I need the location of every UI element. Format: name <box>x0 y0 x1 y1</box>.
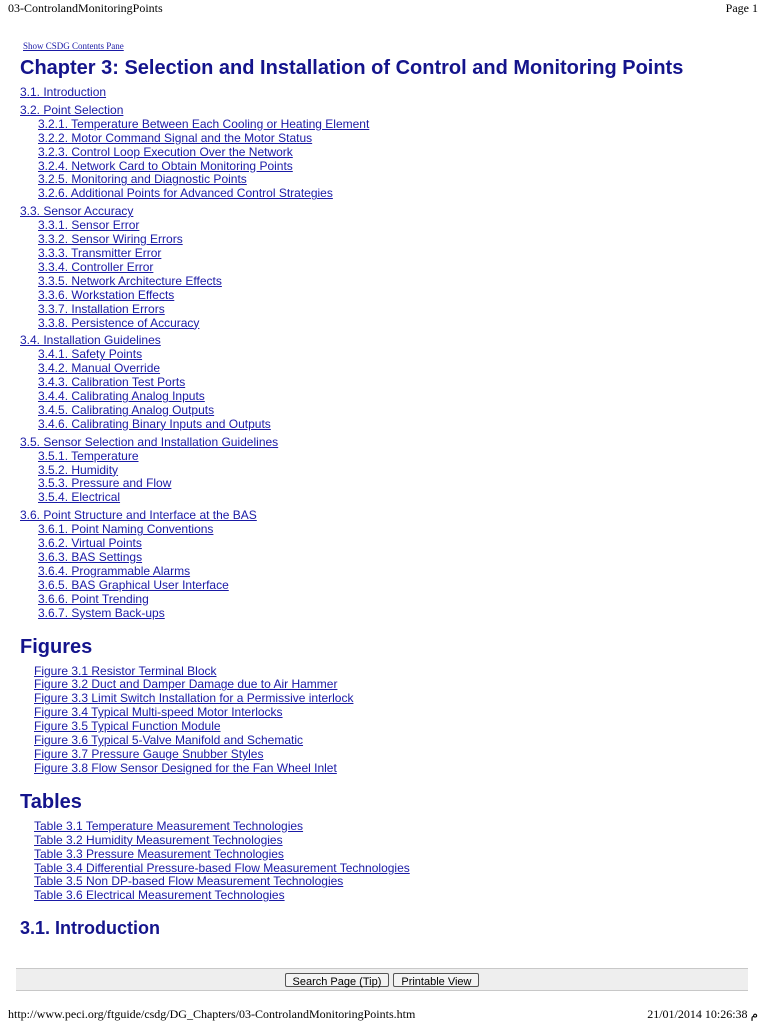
toc-subsection-link[interactable]: 3.6.4. Programmable Alarms <box>38 563 191 578</box>
figure-link[interactable]: Figure 3.6 Typical 5-Valve Manifold and Schematic <box>34 733 304 748</box>
page-content <box>20 36 748 939</box>
bottom-toolbar <box>16 968 748 991</box>
toc-subsection-link[interactable]: 3.2.1. Temperature Between Each Cooling or Heating Element <box>38 116 370 131</box>
show-contents-pane-link[interactable]: Show CSDG Contents Pane <box>23 41 124 51</box>
toc-subsection-link[interactable]: 3.6.5. BAS Graphical User Interface <box>38 577 229 592</box>
tables-heading: Tables <box>20 790 82 813</box>
print-footer-url: http://www.peci.org/ftguide/csdg/DG_Chapters/03-ControlandMonitoringPoints.htm <box>8 1006 416 1021</box>
toc-subsection-link[interactable]: 3.2.2. Motor Command Signal and the Motor Status <box>38 130 313 145</box>
figure-link[interactable]: Figure 3.7 Pressure Gauge Snubber Styles <box>34 746 264 761</box>
print-header-page: Page 1 <box>725 0 758 15</box>
toc-subsection-link[interactable]: 3.4.5. Calibrating Analog Outputs <box>38 402 215 417</box>
toc-subsection-link[interactable]: 3.3.6. Workstation Effects <box>38 287 175 302</box>
print-header <box>8 0 758 16</box>
toc-section-link[interactable]: 3.4. Installation Guidelines <box>20 333 161 348</box>
print-footer-datetime: 21/01/2014 10:26:38 م <box>647 1006 758 1021</box>
toc-subsection-link[interactable]: 3.2.3. Control Loop Execution Over the Network <box>38 144 293 159</box>
toc-subsection-link[interactable]: 3.6.6. Point Trending <box>38 591 149 606</box>
toc-subsection-link[interactable]: 3.3.7. Installation Errors <box>38 301 165 316</box>
table-link[interactable]: Table 3.1 Temperature Measurement Technologies <box>34 818 304 833</box>
print-header-title: 03-ControlandMonitoringPoints <box>8 0 163 15</box>
table-of-contents <box>20 86 748 621</box>
toc-subsection-link[interactable]: 3.3.2. Sensor Wiring Errors <box>38 232 183 247</box>
figure-link[interactable]: Figure 3.8 Flow Sensor Designed for the Fan Wheel Inlet <box>34 760 337 775</box>
printable-view-button[interactable]: Printable View <box>393 973 479 987</box>
toc-subsection-link[interactable]: 3.3.8. Persistence of Accuracy <box>38 315 200 330</box>
toc-subsection-link[interactable]: 3.4.6. Calibrating Binary Inputs and Outputs <box>38 416 271 431</box>
figures-heading: Figures <box>20 635 93 658</box>
figure-link[interactable]: Figure 3.1 Resistor Terminal Block <box>34 663 217 678</box>
toc-subsection-link[interactable]: 3.3.5. Network Architecture Effects <box>38 273 222 288</box>
figure-link[interactable]: Figure 3.4 Typical Multi-speed Motor Interlocks <box>34 705 283 720</box>
toc-subsection-link[interactable]: 3.5.3. Pressure and Flow <box>38 476 172 491</box>
figure-link[interactable]: Figure 3.2 Duct and Damper Damage due to Air Hammer <box>34 677 338 692</box>
toc-section-link[interactable]: 3.1. Introduction <box>20 85 107 99</box>
toc-subsection-link[interactable]: 3.6.3. BAS Settings <box>38 550 143 564</box>
toc-section-link[interactable]: 3.3. Sensor Accuracy <box>20 204 134 219</box>
figure-link[interactable]: Figure 3.3 Limit Switch Installation for a Permissive interlock <box>34 691 354 706</box>
tables-list <box>20 820 748 903</box>
toc-subsection-link[interactable]: 3.4.4. Calibrating Analog Inputs <box>38 389 205 404</box>
table-link[interactable]: Table 3.5 Non DP-based Flow Measurement Technologies <box>34 874 344 889</box>
toc-subsection-link[interactable]: 3.2.5. Monitoring and Diagnostic Points <box>38 172 247 187</box>
toc-subsection-link[interactable]: 3.5.2. Humidity <box>38 462 119 477</box>
toc-subsection-link[interactable]: 3.6.2. Virtual Points <box>38 536 142 551</box>
toc-section-link[interactable]: 3.6. Point Structure and Interface at the BAS <box>20 508 257 523</box>
toc-subsection-link[interactable]: 3.6.7. System Back-ups <box>38 605 165 620</box>
chapter-title: Chapter 3: Selection and Installation of Control and Monitoring Points <box>20 57 684 79</box>
toc-subsection-link[interactable]: 3.2.4. Network Card to Obtain Monitoring Points <box>38 158 293 173</box>
search-page-button[interactable]: Search Page (Tip) <box>285 973 390 987</box>
toc-subsection-link[interactable]: 3.3.3. Transmitter Error <box>38 245 162 260</box>
introduction-heading: 3.1. Introduction <box>20 918 161 939</box>
toc-subsection-link[interactable]: 3.5.1. Temperature <box>38 448 139 463</box>
toc-section-link[interactable]: 3.2. Point Selection <box>20 102 124 117</box>
table-link[interactable]: Table 3.4 Differential Pressure-based Flow Measurement Technologies <box>34 860 410 875</box>
toc-subsection-link[interactable]: 3.5.4. Electrical <box>38 490 121 505</box>
toc-subsection-link[interactable]: 3.3.4. Controller Error <box>38 259 154 274</box>
toc-subsection-link[interactable]: 3.4.3. Calibration Test Ports <box>38 375 186 390</box>
print-footer <box>8 1006 758 1022</box>
table-link[interactable]: Table 3.2 Humidity Measurement Technologies <box>34 832 283 847</box>
figure-link[interactable]: Figure 3.5 Typical Function Module <box>34 719 221 734</box>
toc-subsection-link[interactable]: 3.6.1. Point Naming Conventions <box>38 522 214 537</box>
toc-subsection-link[interactable]: 3.2.6. Additional Points for Advanced Control Strategies <box>38 186 333 201</box>
table-link[interactable]: Table 3.3 Pressure Measurement Technologies <box>34 846 284 861</box>
figures-list <box>20 665 748 776</box>
table-link[interactable]: Table 3.6 Electrical Measurement Technologies <box>34 888 285 903</box>
toc-subsection-link[interactable]: 3.3.1. Sensor Error <box>38 218 140 233</box>
toc-subsection-link[interactable]: 3.4.1. Safety Points <box>38 347 143 362</box>
toc-subsection-link[interactable]: 3.4.2. Manual Override <box>38 361 161 376</box>
toc-section-link[interactable]: 3.5. Sensor Selection and Installation Guidelines <box>20 434 279 449</box>
